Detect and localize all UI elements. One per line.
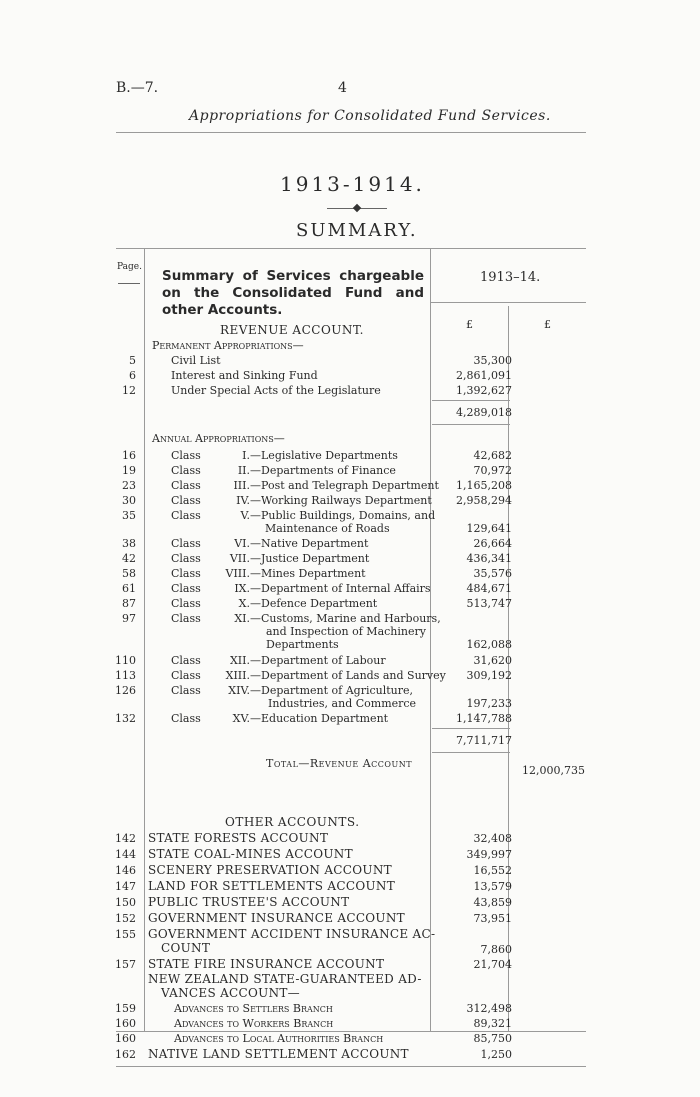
row-label: —Post and Telegraph Department [250, 479, 439, 492]
row-class: Class [171, 509, 201, 522]
row-amount: 312,498 [466, 1002, 512, 1015]
row-class: Class [171, 654, 201, 667]
row-amount: 26,664 [473, 537, 512, 550]
table-top-rule [116, 248, 586, 249]
row-page: 150 [115, 896, 136, 909]
row-amount: 70,972 [473, 464, 512, 477]
row-class-number: XII. [229, 654, 250, 667]
subtotal-rule [432, 752, 510, 753]
row-amount: 73,951 [473, 912, 512, 925]
annual-heading: Annual Appropriations— [152, 432, 285, 445]
row-page: 160 [115, 1032, 136, 1045]
row-page: 23 [122, 479, 136, 492]
row-amount: 89,321 [473, 1017, 512, 1030]
row-label: —Education Department [250, 712, 389, 725]
row-page: 12 [122, 384, 136, 397]
nz-advances-heading-continued: VANCES ACCOUNT— [161, 986, 300, 1000]
row-label: PUBLIC TRUSTEE'S ACCOUNT [148, 895, 350, 909]
row-class-number: XI. [234, 612, 250, 625]
header-rule [116, 132, 586, 133]
row-amount: 21,704 [473, 958, 512, 971]
row-label: Advances to Local Authorities Branch [174, 1032, 384, 1045]
row-amount: 513,747 [466, 597, 512, 610]
row-label: —Department of Agriculture, [250, 684, 414, 697]
row-amount: 129,641 [466, 522, 512, 535]
row-page: 132 [115, 712, 136, 725]
year-header-rule [430, 302, 586, 303]
subtotal-rule [432, 728, 510, 729]
row-class-number: XIII. [225, 669, 250, 682]
row-page: 6 [129, 369, 136, 382]
row-class: Class [171, 597, 201, 610]
row-label: —Working Railways Department [250, 494, 432, 507]
row-label: Advances to Settlers Branch [174, 1002, 333, 1015]
row-page: 146 [115, 864, 136, 877]
row-amount: 1,250 [480, 1048, 512, 1061]
row-class-number: XV. [232, 712, 250, 725]
row-label: —Defence Department [250, 597, 378, 610]
row-class: Class [171, 552, 201, 565]
subtotal-rule [432, 400, 510, 401]
row-label-continued: COUNT [161, 941, 211, 955]
page-header-underline [118, 283, 140, 284]
row-label: STATE COAL-MINES ACCOUNT [148, 847, 353, 861]
year-column-header: 1913–14. [480, 270, 541, 285]
row-amount: 16,552 [473, 864, 512, 877]
row-amount: 35,300 [473, 354, 512, 367]
row-class-number: IX. [234, 582, 250, 595]
annual-total: 7,711,717 [456, 734, 512, 747]
row-class: Class [171, 582, 201, 595]
row-page: 159 [115, 1002, 136, 1015]
row-label-continued: Departments [266, 638, 339, 651]
row-page: 38 [122, 537, 136, 550]
row-class: Class [171, 712, 201, 725]
row-amount: 2,958,294 [456, 494, 512, 507]
row-label: —Native Department [250, 537, 369, 550]
row-class-number: VIII. [225, 567, 250, 580]
row-class: Class [171, 464, 201, 477]
revenue-heading: REVENUE ACCOUNT. [220, 323, 364, 337]
row-page: 113 [115, 669, 136, 682]
row-label: GOVERNMENT INSURANCE ACCOUNT [148, 911, 405, 925]
row-page: 87 [122, 597, 136, 610]
row-label: —Department of Labour [250, 654, 386, 667]
row-amount: 7,860 [480, 943, 512, 956]
row-class-number: X. [238, 597, 250, 610]
row-amount: 484,671 [466, 582, 512, 595]
currency-symbol-1: £ [466, 318, 473, 331]
row-page: 35 [122, 509, 136, 522]
row-label: —Justice Department [250, 552, 370, 565]
row-label: STATE FORESTS ACCOUNT [148, 831, 329, 845]
row-class-number: VI. [234, 537, 250, 550]
row-amount: 1,147,788 [456, 712, 512, 725]
page-column-header: Page. [117, 262, 142, 272]
row-class-number: III. [233, 479, 250, 492]
page-column-rule [144, 249, 145, 1031]
row-class: Class [171, 479, 201, 492]
row-class: Class [171, 449, 201, 462]
row-page: 5 [129, 354, 136, 367]
row-class: Class [171, 537, 201, 550]
row-class-number: VII. [229, 552, 250, 565]
row-amount: 31,620 [473, 654, 512, 667]
row-page: 147 [115, 880, 136, 893]
row-amount: 32,408 [473, 832, 512, 845]
row-label: Civil List [171, 354, 221, 367]
row-amount: 2,861,091 [456, 369, 512, 382]
summary-title: SUMMARY. [296, 220, 418, 241]
row-class: Class [171, 567, 201, 580]
row-page: 61 [122, 582, 136, 595]
subtotal-rule [432, 424, 510, 425]
row-page: 144 [115, 848, 136, 861]
row-amount: 436,341 [466, 552, 512, 565]
footer-rule [116, 1066, 586, 1067]
row-label: —Department of Lands and Survey [250, 669, 446, 682]
row-amount: 1,165,208 [456, 479, 512, 492]
row-class: Class [171, 669, 201, 682]
row-page: 30 [122, 494, 136, 507]
row-amount: 85,750 [473, 1032, 512, 1045]
row-class: Class [171, 684, 201, 697]
row-label: —Departments of Finance [250, 464, 396, 477]
row-page: 97 [122, 612, 136, 625]
row-label: LAND FOR SETTLEMENTS ACCOUNT [148, 879, 395, 893]
row-page: 142 [115, 832, 136, 845]
row-page: 157 [115, 958, 136, 971]
row-label: SCENERY PRESERVATION ACCOUNT [148, 863, 392, 877]
row-label: STATE FIRE INSURANCE ACCOUNT [148, 957, 385, 971]
row-page: 110 [115, 654, 136, 667]
row-label: —Mines Department [250, 567, 366, 580]
row-label: —Customs, Marine and Harbours, [250, 612, 441, 625]
row-page: 19 [122, 464, 136, 477]
permanent-heading: Permanent Appropriations— [152, 339, 304, 352]
year-title: 1913-1914. [280, 172, 425, 196]
row-amount: 349,997 [466, 848, 512, 861]
row-class-number: IV. [236, 494, 250, 507]
row-class-number: II. [237, 464, 250, 477]
permanent-total: 4,289,018 [456, 406, 512, 419]
row-class: Class [171, 612, 201, 625]
row-label: —Legislative Departments [250, 449, 398, 462]
report-reference: B.—7. [116, 80, 159, 96]
row-page: 155 [115, 928, 136, 941]
row-amount: 42,682 [473, 449, 512, 462]
amount-column-rule [430, 249, 431, 1031]
currency-symbol-2: £ [544, 318, 551, 331]
row-label: Under Special Acts of the Legislature [171, 384, 381, 397]
row-amount: 197,233 [466, 697, 512, 710]
row-class-number: V. [240, 509, 250, 522]
row-page: 16 [122, 449, 136, 462]
nz-advances-heading: NEW ZEALAND STATE-GUARANTEED AD- [148, 972, 422, 986]
row-amount: 309,192 [466, 669, 512, 682]
row-label-continued: and Inspection of Machinery [266, 625, 426, 638]
page-number: 4 [338, 80, 347, 96]
row-class-number: I. [242, 449, 250, 462]
ornament-divider [327, 204, 387, 214]
row-amount: 1,392,627 [456, 384, 512, 397]
row-label-continued: Maintenance of Roads [265, 522, 390, 535]
row-page: 58 [122, 567, 136, 580]
row-label: NATIVE LAND SETTLEMENT ACCOUNT [148, 1047, 409, 1061]
row-label: GOVERNMENT ACCIDENT INSURANCE AC- [148, 927, 436, 941]
table-description-header: Summary of Services chargeable on the Consolidated Fund and other Accounts. [162, 268, 424, 318]
row-label: —Public Buildings, Domains, and [250, 509, 436, 522]
revenue-grand-total: 12,000,735 [522, 764, 585, 777]
row-page: 160 [115, 1017, 136, 1030]
row-page: 162 [115, 1048, 136, 1061]
row-class-number: XIV. [228, 684, 250, 697]
row-amount: 43,859 [473, 896, 512, 909]
other-accounts-heading: OTHER ACCOUNTS. [225, 815, 360, 829]
row-page: 42 [122, 552, 136, 565]
row-label: Interest and Sinking Fund [171, 369, 318, 382]
row-amount: 35,576 [473, 567, 512, 580]
row-label: —Department of Internal Affairs [250, 582, 431, 595]
row-label: Advances to Workers Branch [174, 1017, 334, 1030]
revenue-total-label: Total—Revenue Account [266, 757, 413, 770]
row-amount: 162,088 [466, 638, 512, 651]
row-page: 152 [115, 912, 136, 925]
row-amount: 13,579 [473, 880, 512, 893]
row-class: Class [171, 494, 201, 507]
row-label-continued: Industries, and Commerce [268, 697, 417, 710]
running-title: Appropriations for Consolidated Fund Services. [189, 108, 551, 124]
row-page: 126 [115, 684, 136, 697]
